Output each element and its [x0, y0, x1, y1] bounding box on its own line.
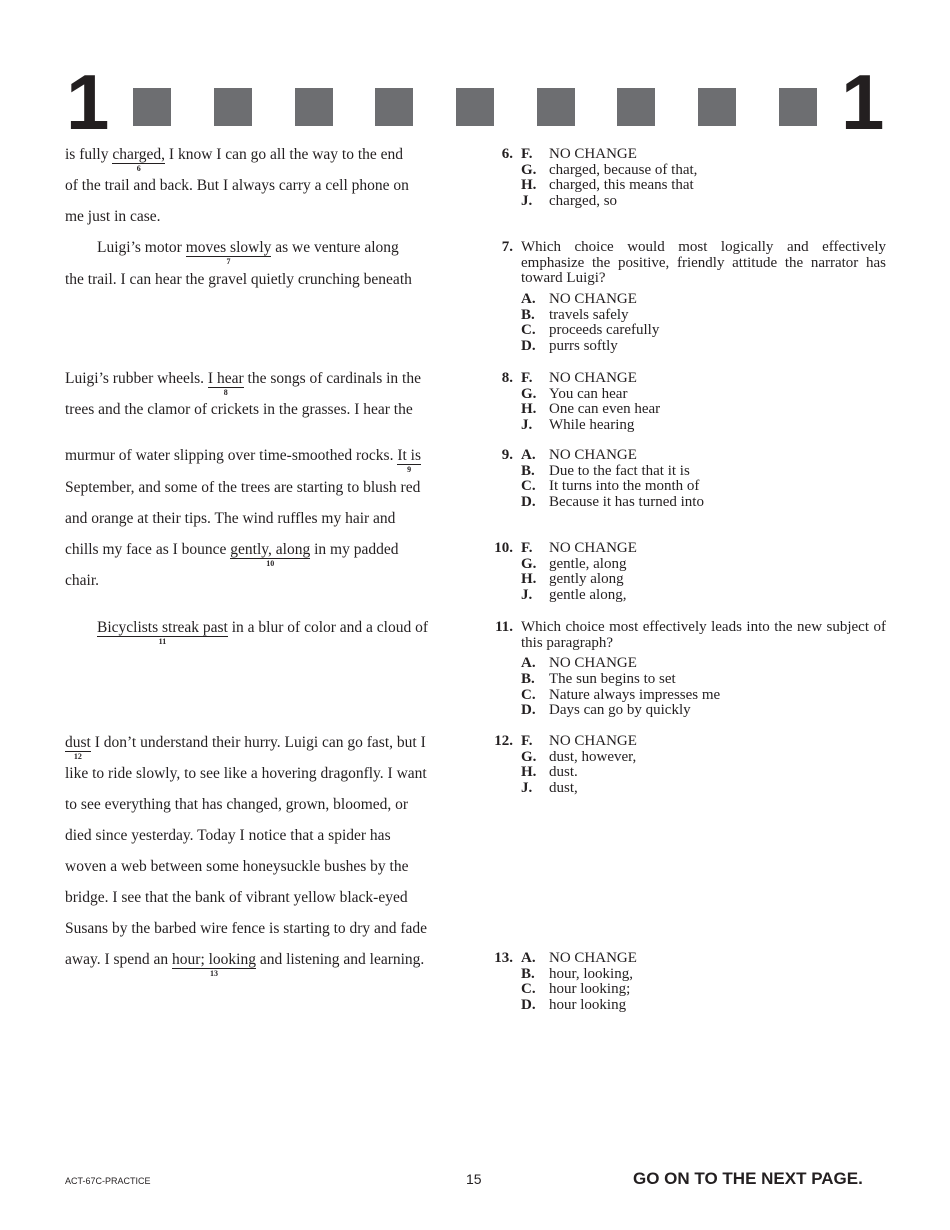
answer-option[interactable]: C. proceeds carefully	[521, 322, 660, 339]
passage-line: of the trail and back. But I always carry a cell phone on	[65, 177, 409, 194]
answer-option[interactable]: G. gentle, along	[521, 555, 627, 572]
passage-line: woven a web between some honeysuckle bushes by the	[65, 858, 409, 875]
header-square	[133, 88, 171, 126]
section-number-left: 1	[66, 58, 110, 146]
answer-option[interactable]: C. Nature always impresses me	[521, 686, 721, 703]
header-square	[214, 88, 252, 126]
question-11	[492, 620, 886, 719]
answer-option[interactable]: B. The sun begins to set	[521, 671, 676, 688]
form-code: ACT-67C-PRACTICE	[65, 1176, 151, 1186]
question-ref-number: 13	[210, 969, 219, 978]
answer-option[interactable]: D. purrs softly	[521, 338, 618, 355]
question-stem: Which choice would most logically and effectively emphasize the positive, friendly attitude the narrator has toward Luigi?	[521, 239, 886, 287]
header-square	[698, 88, 736, 126]
answer-option[interactable]: D. Because it has turned into	[521, 494, 704, 511]
answer-options	[492, 656, 886, 719]
answer-option[interactable]: H. dust.	[521, 764, 578, 781]
answer-option[interactable]: F. NO CHANGE	[521, 146, 637, 162]
question-ref-number: 8	[223, 388, 228, 397]
question-ref-number: 11	[158, 637, 167, 646]
answer-options	[492, 147, 886, 210]
answer-option[interactable]: H. One can even hear	[521, 401, 661, 418]
question-number: 12.	[494, 733, 513, 749]
answer-option[interactable]: D. hour looking	[521, 997, 627, 1014]
answer-option[interactable]: J. gentle along,	[521, 587, 627, 604]
answer-options	[492, 541, 886, 604]
passage-line: dust 12 I don’t understand their hurry. Luigi can go fast, but I	[65, 734, 426, 761]
passage-line: murmur of water slipping over time-smoothed rocks. It is 9	[65, 447, 422, 474]
question-ref-number: 6	[136, 164, 141, 173]
question-6	[492, 147, 886, 210]
underlined-portion-13[interactable]: hour; looking 13	[172, 951, 256, 978]
passage-line: the trail. I can hear the gravel quietly crunching beneath	[65, 271, 412, 288]
answer-option[interactable]: F. NO CHANGE	[521, 733, 637, 749]
answer-option[interactable]: G. dust, however,	[521, 748, 637, 765]
passage-line: trees and the clamor of crickets in the grasses. I hear the	[65, 401, 413, 418]
passage-line: Luigi’s motor moves slowly 7 as we venture along	[97, 239, 399, 266]
question-stem: Which choice most effectively leads into the new subject of this paragraph?	[521, 619, 886, 651]
header-square	[617, 88, 655, 126]
question-number: 11.	[495, 619, 513, 635]
underlined-portion-11[interactable]: Bicyclists streak past 11	[97, 619, 228, 646]
answer-options	[492, 951, 886, 1014]
underlined-portion-12[interactable]: dust 12	[65, 734, 91, 761]
passage-line: me just in case.	[65, 208, 161, 225]
question-7	[492, 240, 886, 355]
answer-option[interactable]: H. gently along	[521, 571, 624, 588]
passage-line: September, and some of the trees are starting to blush red	[65, 479, 421, 496]
page-number: 15	[466, 1171, 482, 1187]
answer-option[interactable]: F. NO CHANGE	[521, 540, 637, 556]
question-ref-number: 7	[226, 257, 231, 266]
question-8	[492, 371, 886, 434]
underlined-portion-6[interactable]: charged, 6	[112, 146, 166, 173]
passage-line: bridge. I see that the bank of vibrant yellow black-eyed	[65, 889, 408, 906]
passage-line: chills my face as I bounce gently, along 10 in my padded	[65, 541, 399, 568]
question-ref-number: 9	[407, 465, 412, 474]
answer-option[interactable]: F. NO CHANGE	[521, 370, 637, 386]
answer-options	[492, 734, 886, 797]
question-number: 9.	[501, 447, 513, 463]
section-number-right: 1	[841, 58, 885, 146]
passage-line: to see everything that has changed, grown, bloomed, or	[65, 796, 409, 813]
question-number: 13.	[494, 950, 513, 966]
answer-option[interactable]: A. NO CHANGE	[521, 291, 637, 308]
answer-option[interactable]: A. NO CHANGE	[521, 950, 637, 966]
answer-option[interactable]: C. It turns into the month of	[521, 478, 700, 495]
passage-line: is fully charged, 6 I know I can go all the way to the end	[65, 146, 404, 173]
answer-options	[492, 448, 886, 511]
passage-line: like to ride slowly, to see like a hovering dragonfly. I want	[65, 765, 427, 782]
underlined-portion-8[interactable]: I hear 8	[207, 370, 244, 397]
question-13	[492, 951, 886, 1014]
answer-option[interactable]: A. NO CHANGE	[521, 655, 637, 672]
passage-line: away. I spend an hour; looking 13 and listening and learning.	[65, 951, 425, 978]
underlined-portion-9[interactable]: It is 9	[397, 447, 422, 474]
header-square	[456, 88, 494, 126]
next-page-notice: GO ON TO THE NEXT PAGE.	[633, 1169, 863, 1188]
question-12	[492, 734, 886, 797]
passage-line: Susans by the barbed wire fence is starting to dry and fade	[65, 920, 427, 937]
passage-line: and orange at their tips. The wind ruffles my hair and	[65, 510, 396, 527]
answer-option[interactable]: D. Days can go by quickly	[521, 702, 691, 719]
answer-option[interactable]: A. NO CHANGE	[521, 447, 637, 463]
answer-option[interactable]: C. hour looking;	[521, 981, 631, 998]
question-ref-number: 10	[266, 559, 275, 568]
question-number: 8.	[501, 370, 513, 386]
answer-option[interactable]: B. hour, looking,	[521, 965, 633, 982]
answer-option[interactable]: G. charged, because of that,	[521, 161, 698, 178]
answer-option[interactable]: B. travels safely	[521, 306, 629, 323]
passage-line: died since yesterday. Today I notice that a spider has	[65, 827, 391, 844]
answer-option[interactable]: H. charged, this means that	[521, 177, 694, 194]
header-square	[375, 88, 413, 126]
answer-option[interactable]: J. While hearing	[521, 417, 635, 434]
underlined-portion-10[interactable]: gently, along 10	[230, 541, 311, 568]
answer-options	[492, 292, 886, 355]
question-number: 7.	[501, 239, 513, 255]
question-number: 10.	[494, 540, 513, 556]
answer-option[interactable]: J. charged, so	[521, 193, 618, 210]
header-square	[537, 88, 575, 126]
question-ref-number: 12	[73, 752, 82, 761]
question-number: 6.	[501, 146, 513, 162]
passage-line: Luigi’s rubber wheels. I hear 8 the songs of cardinals in the	[65, 370, 421, 397]
header-square	[295, 88, 333, 126]
question-9	[492, 448, 886, 511]
answer-option[interactable]: J. dust,	[521, 780, 578, 797]
answer-options	[492, 371, 886, 434]
answer-option[interactable]: B. Due to the fact that it is	[521, 462, 690, 479]
passage-line: chair.	[65, 572, 99, 589]
underlined-portion-7[interactable]: moves slowly 7	[185, 239, 272, 266]
answer-option[interactable]: G. You can hear	[521, 385, 628, 402]
question-10	[492, 541, 886, 604]
passage-line: Bicyclists streak past 11 in a blur of color and a cloud of	[97, 619, 429, 646]
header-square	[779, 88, 817, 126]
